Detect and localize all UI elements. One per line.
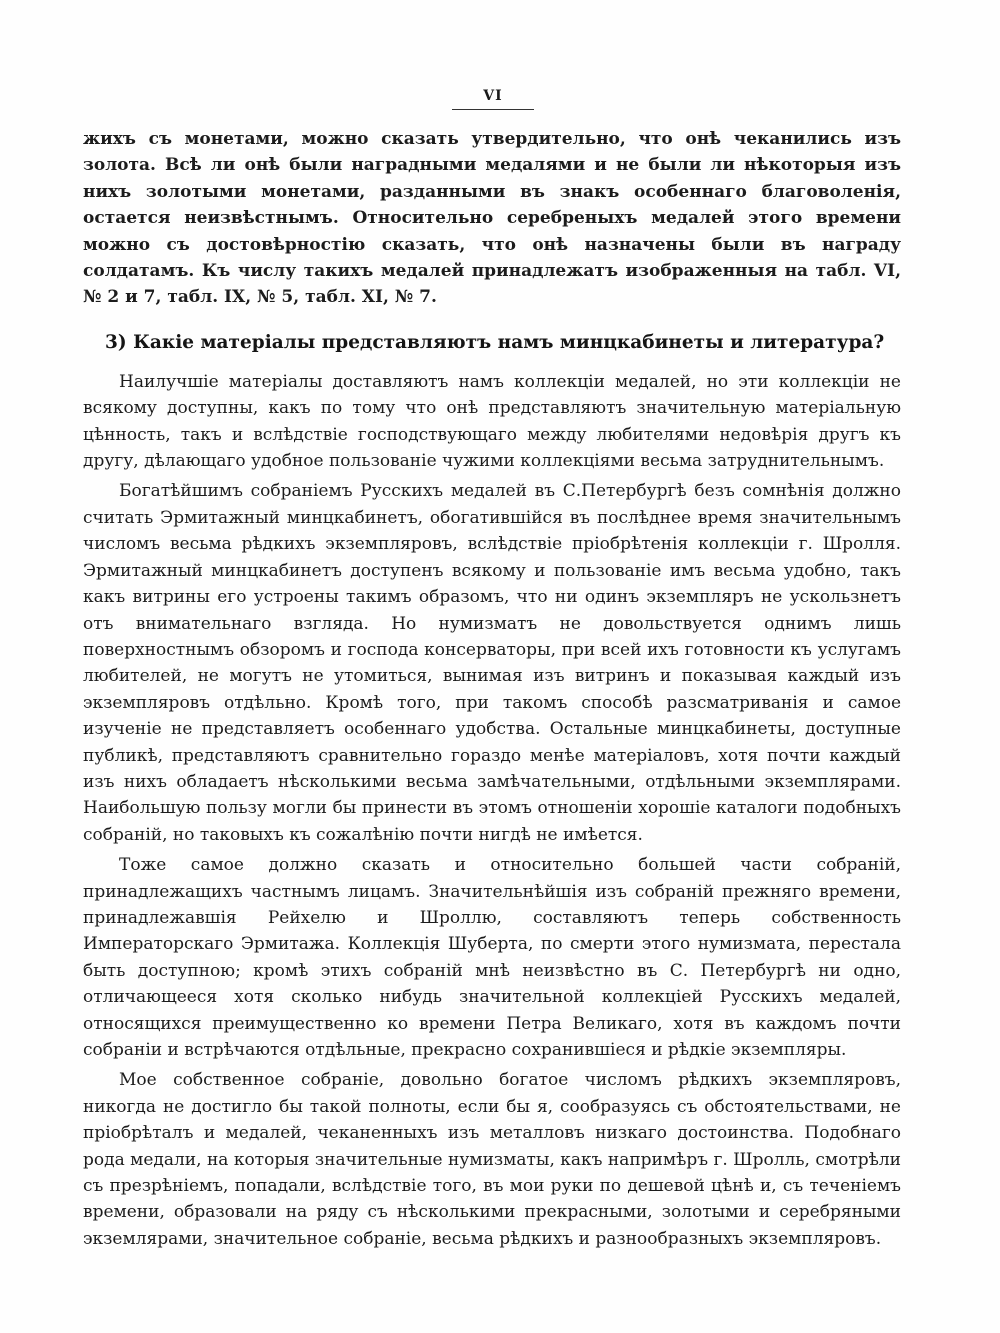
header-rule — [452, 109, 534, 110]
body-text — [83, 126, 901, 1252]
page-number: VI — [483, 88, 503, 104]
paragraph-own-collection: Мое собственное собраніе, довольно богатое числомъ рѣдкихъ экземпляровъ, никогда не достигло бы такой полноты, если бы я, сообразуясь съ обстоятельствами, не пріобрѣталъ и медалей, чеканенныхъ изъ металловъ низкаго достоинства. Подобнаго рода медали, на которыя значительные нумизматы, какъ напримѣръ г. Шролль, смотрѣли съ презрѣніемъ, попадали, вслѣдствіе того, въ мои руки по дешевой цѣнѣ и, съ теченіемъ времени, образовали на ряду съ нѣсколькими прекрасными, золотыми и серебряными экземлярами, значительное собраніе, весьма рѣдкихъ и разнообразныхъ экземпляровъ. — [83, 1070, 902, 1249]
paragraph-hermitage: Богатѣйшимъ собраніемъ Русскихъ медалей въ С.Петербургѣ безъ сомнѣнія должно считать Эрмитажный минцкабинетъ, обогатившійся въ послѣднее время значительнымъ числомъ весьма рѣдкихъ экземпляровъ, вслѣдствіе пріобрѣтенія коллекціи г. Шролля. Эрмитажный минцкабинетъ доступенъ всякому и пользованіе имъ весьма удобно, такъ какъ витрины его устроены такимъ образомъ, что ни одинъ экземпляръ не ускользнетъ отъ внимательнаго взгляда. Но нумизматъ не довольствуется однимъ лишь поверхностнымъ обзоромъ и господа консерваторы, при всей ихъ готовности къ услугамъ любителей, не могутъ не утомиться, вынимая изъ витринъ и показывая каждый изъ экземпляровъ отдѣльно. Кромѣ того, при такомъ способѣ разсматриванія и самое изученіе не представляетъ особеннаго удобства. Остальные минцкабинеты, доступные публикѣ, представляютъ сравнительно гораздо менѣе матеріаловъ, хотя почти каждый изъ нихъ обладаетъ нѣсколькими весьма замѣчательными, отдѣльными экземплярами. Наибольшую пользу могли бы принести въ этомъ отношеніи хорошіе каталоги подобныхъ собраній, но таковыхъ къ сожалѣнію почти нигдѣ не имѣется. — [83, 481, 901, 845]
paragraph-materials: Наилучшіе матеріалы доставляютъ намъ коллекціи медалей, но эти коллекціи не всякому доступны, какъ по тому что онѣ представляютъ значительную матеріальную цѣнность, такъ и вслѣдствіе господствующаго между любителями недовѣрія другъ къ другу, дѣлающаго удобное пользованіе чужими коллекціями весьма затруднительнымъ. — [83, 371, 901, 472]
section-heading: 3) Какіе матеріалы представляютъ намъ минцкабинеты и литература? — [105, 331, 885, 353]
paragraph-private-collections: Тоже самое должно сказать и относительно большей части собраній, принадлежащихъ частнымъ лицамъ. Значительнѣйшія изъ собраній прежняго времени, принадлежавшія Рейхелю и Шроллю, составляютъ теперь собственность Императорскаго Эрмитажа. Коллекція Шуберта, по смерти этого нумизмата, перестала быть доступною; кромѣ этихъ собраній мнѣ неизвѣстно въ С. Петербургѣ ни одно, отличающееся хотя сколько нибудь значительной коллекціей Русскихъ медалей, относящихся преимущественно ко времени Петра Великаго, хотя въ каждомъ почти собраніи и встрѣчаются отдѣльные, прекрасно сохранившіеся и рѣдкіе экземпляры. — [83, 855, 901, 1060]
paragraph-continuation: жихъ съ монетами, можно сказать утвердительно, что онѣ чеканились изъ золота. Всѣ ли онѣ были наградными медалями и не были ли нѣкоторыя изъ нихъ золотыми монетами, разданными въ знакъ особеннаго благоволенія, остается неизвѣстнымъ. Относительно серебреныхъ медалей этого времени можно съ достовѣрностію сказать, что онѣ назначены были въ награду солдатамъ. Къ числу такихъ медалей принадлежатъ изображенныя на табл. VI, № 2 и 7, табл. IX, № 5, табл. XI, № 7. — [83, 129, 901, 308]
